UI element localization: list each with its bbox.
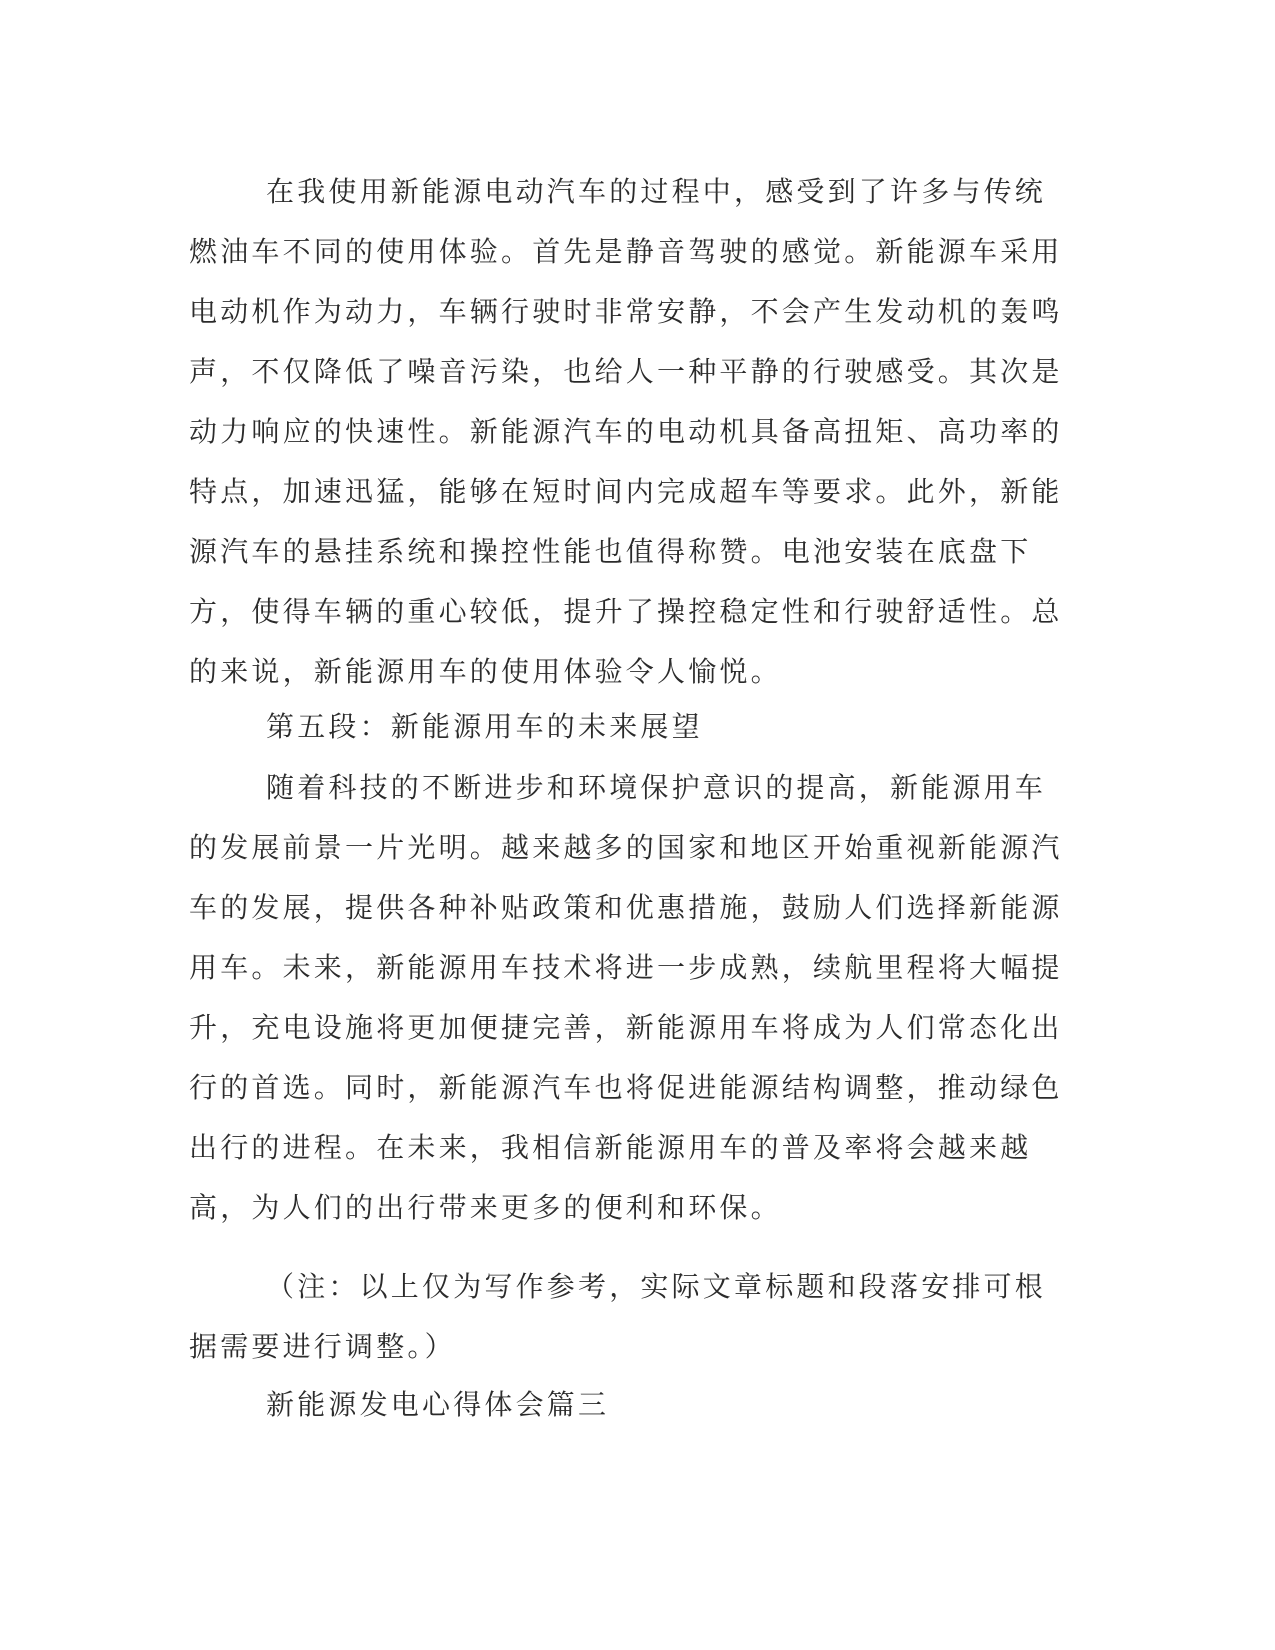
section-heading-future-outlook: 第五段：新能源用车的未来展望: [266, 710, 703, 743]
next-article-heading: 新能源发电心得体会篇三: [266, 1388, 610, 1421]
writing-note: （注：以上仅为写作参考，实际文章标题和段落安排可根据需要进行调整。）: [189, 1270, 1047, 1363]
paragraph-driving-experience: 在我使用新能源电动汽车的过程中，感受到了许多与传统燃油车不同的使用体验。首先是静音驾驶的感觉。新能源车采用电动机作为动力，车辆行驶时非常安静，不会产生发动机的轰鸣声，不仅降低了噪音污染，也给人一种平静的行驶感受。其次是动力响应的快速性。新能源汽车的电动机具备高扭矩、高功率的特点，加速迅猛，能够在短时间内完成超车等要求。此外，新能源汽车的悬挂系统和操控性能也值得称赞。电池安装在底盘下方，使得车辆的重心较低，提升了操控稳定性和行驶舒适性。总的来说，新能源用车的使用体验令人愉悦。: [189, 175, 1063, 688]
paragraph-future-outlook: 随着科技的不断进步和环境保护意识的提高，新能源用车的发展前景一片光明。越来越多的国家和地区开始重视新能源汽车的发展，提供各种补贴政策和优惠措施，鼓励人们选择新能源用车。未来，新能源用车技术将进一步成熟，续航里程将大幅提升，充电设施将更加便捷完善，新能源用车将成为人们常态化出行的首选。同时，新能源汽车也将促进能源结构调整，推动绿色出行的进程。在未来，我相信新能源用车的普及率将会越来越高，为人们的出行带来更多的便利和环保。: [189, 771, 1063, 1224]
